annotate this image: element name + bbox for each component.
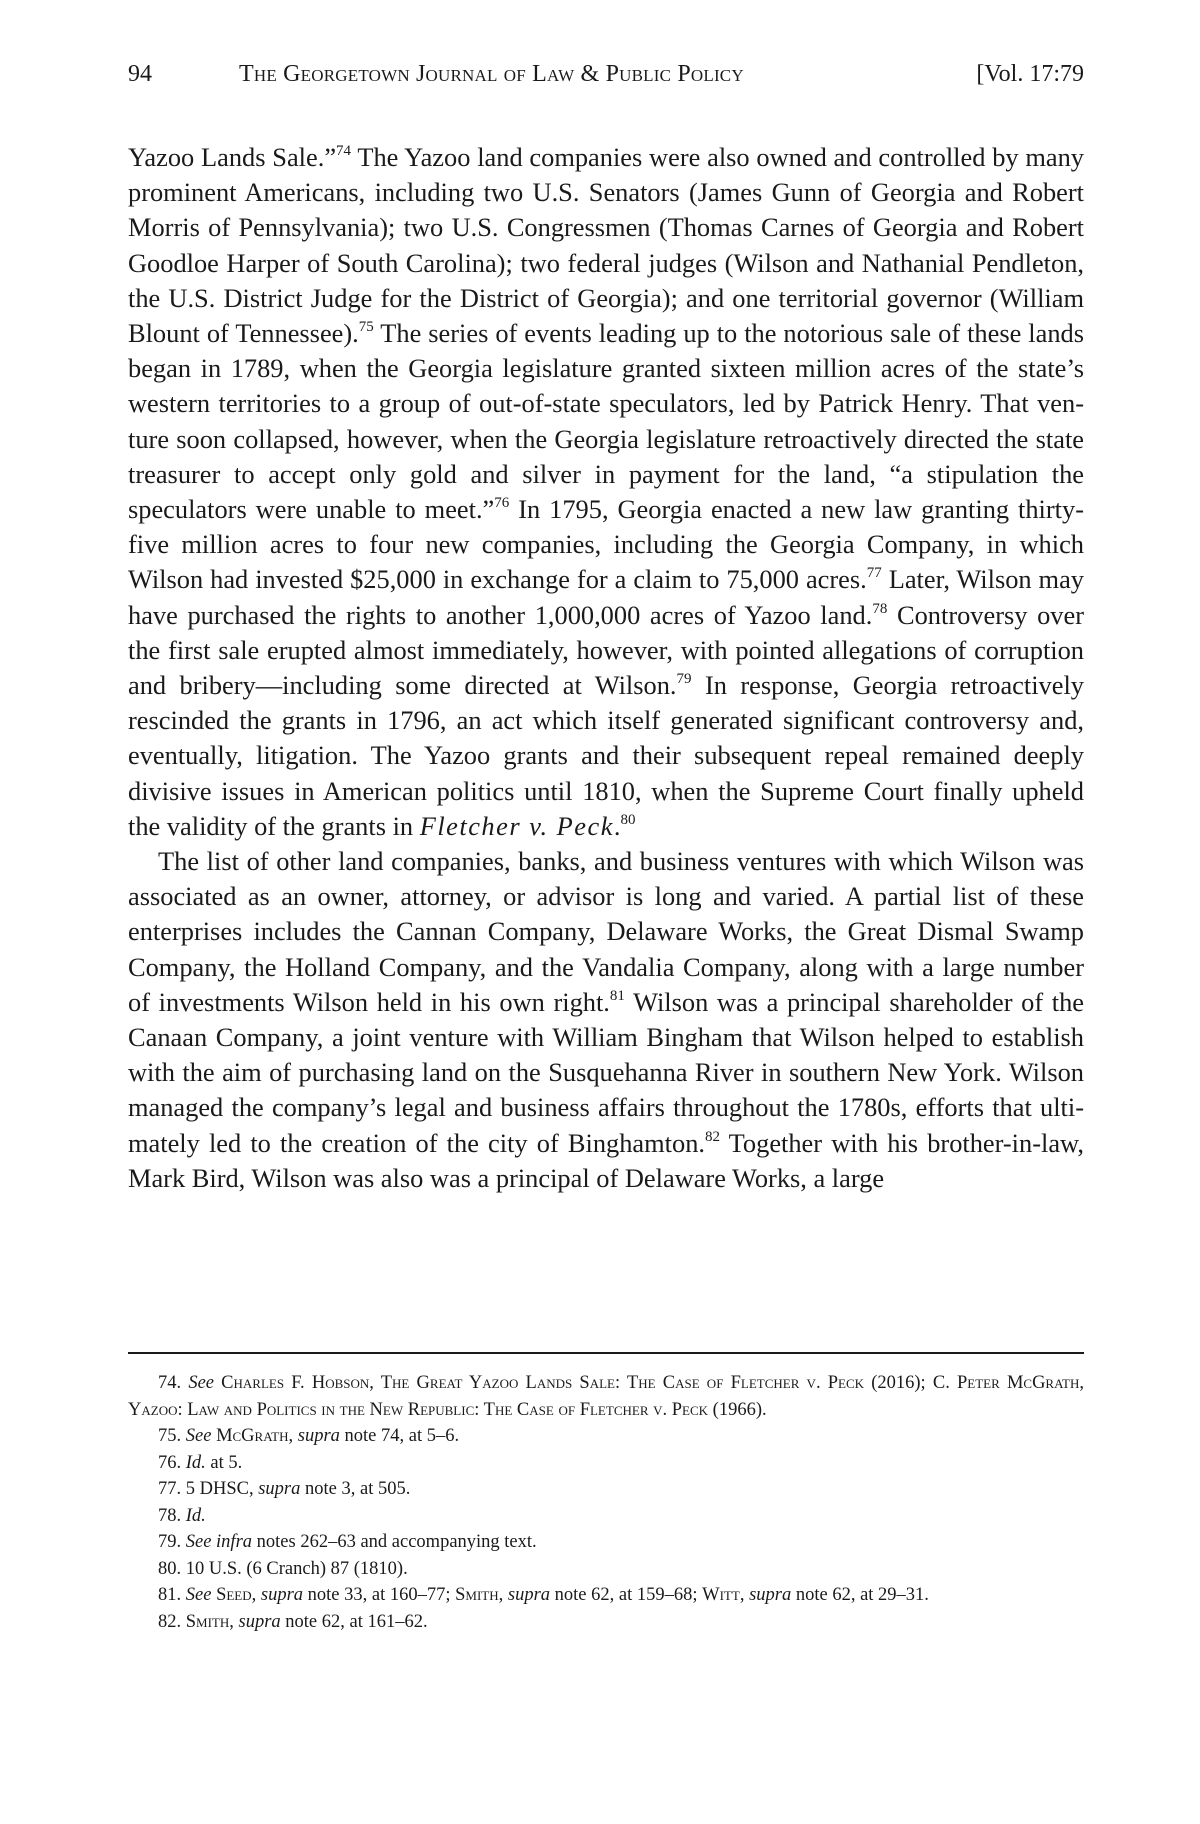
- signal: See infra: [185, 1532, 253, 1552]
- footnote-ref: 82: [704, 1128, 720, 1145]
- footnote-75: [128, 1423, 1084, 1450]
- page-number: 94: [128, 61, 152, 87]
- footnote-number: 75.: [158, 1426, 182, 1446]
- citation-text: 5 DHSC,: [185, 1479, 259, 1499]
- supra: supra: [507, 1585, 551, 1605]
- author: McGrath,: [211, 1426, 294, 1446]
- text-run: The series of events leading up to the notorious sale of these lands began in 1789, when the Georgia legislature granted sixteen million acres of the state’s western territories to a group of out-of-state speculators, led by Patrick Henry. That venture soon collapsed, however, when the Georgia legislature retroactively directed the state treasurer to accept only gold and silver in payment for the land, “a stipulation the speculators were unable to meet.”: [128, 318, 1084, 525]
- footnote-number: 76.: [158, 1452, 182, 1473]
- footnote-76: [128, 1450, 1084, 1477]
- text-run: Later, Wilson may have purchased the rights to another 1,000,000 acres of Yazoo land.: [128, 564, 1084, 630]
- footnote-80: [128, 1556, 1084, 1583]
- citation-text: notes 262–63 and accompanying text.: [252, 1532, 537, 1552]
- text-run: The list of other land companies, banks, and business ventures with which Wilson was associated as an owner, attorney, or advisor is long and varied. A partial list of these enterprises includes the Cannan Company, Delaware Works, the Great Dismal Swamp Company, the Holland Company, and the Vandalia Company, along with a large number of investments Wilson held in his own right.: [128, 846, 1084, 1017]
- footnote-ref: 80: [620, 811, 636, 828]
- supra: supra: [260, 1585, 304, 1605]
- text-run: In 1795, Georgia enacted a new law granting thirty-five million acres to four new companies, including the Georgia Company, in which Wilson had invested $25,000 in exchange for a claim to 75,000 acres.: [128, 494, 1084, 595]
- citation-text: note 62, at 159–68;: [550, 1585, 703, 1605]
- citation-text: note 62, at 29–31.: [791, 1585, 929, 1605]
- supra: supra: [258, 1479, 301, 1499]
- paragraph: [128, 140, 1084, 844]
- footnote-number: 78.: [158, 1505, 182, 1526]
- body-text: [128, 140, 1084, 1196]
- id-signal: Id.: [185, 1452, 206, 1473]
- supra: supra: [749, 1585, 792, 1605]
- footnote-74: [128, 1370, 1084, 1423]
- footnote-number: 82.: [158, 1611, 182, 1632]
- citation-text: (2016);: [864, 1373, 933, 1393]
- author: Seed,: [211, 1585, 257, 1605]
- footnote-number: 81.: [158, 1585, 182, 1605]
- signal: See: [185, 1426, 212, 1446]
- text-run: The Yazoo land companies were also owned and controlled by many prominent Americans, including two U.S. Senators (James Gunn of Georgia and Robert Morris of Pennsylvania); two U.S. Congressmen (Thomas Carnes of Georgia and Robert Goodloe Harper of South Carolina); two federal judges (Wilson and Nathanial Pendleton, the U.S. District Judge for the District of Georgia); and one territorial governor (William Blount of Tennessee).: [128, 142, 1085, 349]
- signal: See: [185, 1585, 212, 1605]
- footnote-number: 77.: [158, 1479, 182, 1499]
- footnote-ref: 81: [609, 987, 625, 1004]
- id-signal: Id.: [185, 1505, 206, 1526]
- footnote-number: 80.: [158, 1558, 182, 1579]
- text-run: Controversy over the first sale erupted almost immediately, however, with pointed allegations of corruption and bribery—including some directed at Wilson.: [128, 599, 1085, 701]
- footnote-81: [128, 1582, 1084, 1609]
- citation-text: Charles F. Hobson, The Great Yazoo Lands Sale: The Case of Fletcher v. Peck: [214, 1373, 865, 1393]
- citation-text: C. Peter McGrath, Yazoo: Law and Politics in the New Republic: The Case of Fletcher v. Peck: [128, 1373, 1085, 1420]
- footnote-number: 79.: [158, 1532, 182, 1552]
- text-run: Together with his brother-in-law, Mark Bird, Wilson was also was a principal of Delaware Works, a large: [128, 1127, 1084, 1193]
- text-run: Wilson was a principal shareholder of the Canaan Company, a joint venture with William Bingham that Wilson helped to establish with the aim of purchasing land on the Susquehanna River in southern New York. Wilson managed the company’s legal and business affairs throughout the 1780s, efforts that ultimately led to the creation of the city of Binghamton.: [128, 986, 1084, 1158]
- citation-text: (1966).: [708, 1399, 767, 1420]
- footnote-ref: 79: [676, 671, 692, 688]
- footnote-ref: 75: [358, 319, 374, 336]
- citation-text: note 74, at 5–6.: [339, 1426, 460, 1446]
- citation-text: at 5.: [205, 1452, 243, 1473]
- author: Witt,: [702, 1585, 745, 1605]
- footnote-ref: 76: [494, 495, 510, 512]
- footnote-77: [128, 1476, 1084, 1503]
- footnote-ref: 74: [336, 143, 352, 159]
- footnote-divider: [128, 1352, 1084, 1354]
- footnote-ref: 78: [872, 600, 888, 617]
- footnote-number: 74.: [158, 1373, 182, 1393]
- volume-citation: [Vol. 17:79: [976, 61, 1084, 87]
- signal: See: [188, 1373, 214, 1393]
- footnote-ref: 77: [866, 565, 882, 582]
- text-run: In response, Georgia retroactively rescinded the grants in 1796, an act which itself generated significant controversy and, eventually, litigation. The Yazoo grants and their subsequent repeal remained deeply divisive issues in American politics until 1810, when the Supreme Court finally upheld the validity of the grants in: [128, 670, 1084, 841]
- author: Smith,: [185, 1611, 234, 1632]
- supra: supra: [238, 1611, 281, 1632]
- text-run: .: [613, 810, 621, 841]
- citation-text: note 62, at 161–62.: [280, 1611, 428, 1632]
- footnotes: [128, 1370, 1084, 1635]
- author: Smith,: [455, 1585, 504, 1605]
- footnote-79: [128, 1529, 1084, 1556]
- paragraph: [128, 844, 1084, 1196]
- supra: supra: [297, 1426, 340, 1446]
- journal-title: The Georgetown Journal of Law & Public Policy: [239, 61, 744, 87]
- running-header: [128, 56, 1084, 92]
- citation-text: 10 U.S. (6 Cranch) 87 (1810).: [185, 1558, 408, 1579]
- footnote-78: [128, 1503, 1084, 1530]
- footnote-82: [128, 1609, 1084, 1636]
- citation-text: note 3, at 505.: [300, 1479, 411, 1499]
- citation-text: note 33, at 160–77;: [303, 1585, 456, 1605]
- text-run: Yazoo Lands Sale.”: [128, 142, 337, 172]
- case-name: Fletcher v. Peck: [419, 810, 614, 841]
